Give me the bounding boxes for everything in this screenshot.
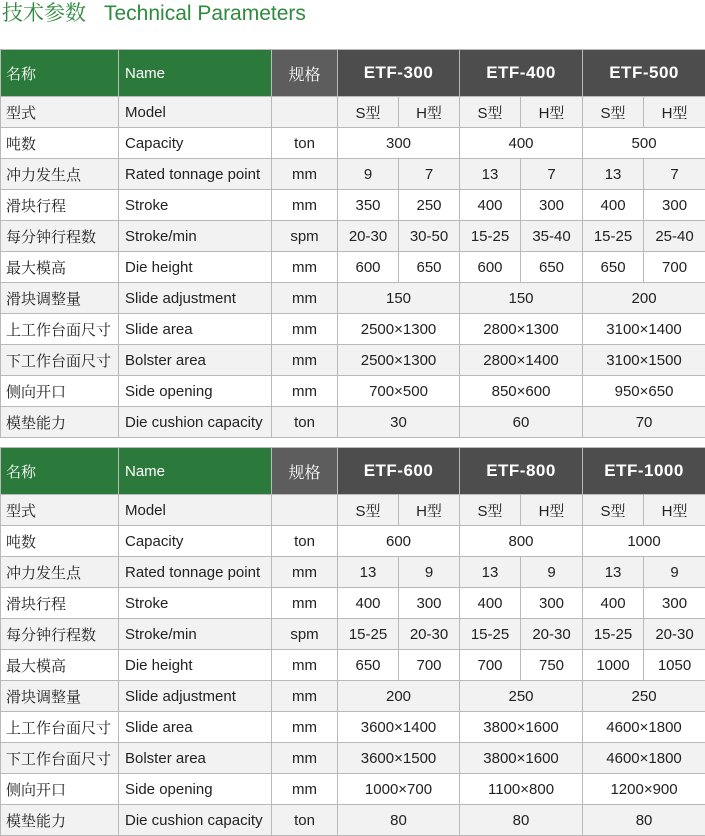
header-spec-label: 规格: [272, 448, 338, 495]
param-value: 20-30: [644, 619, 705, 650]
param-value: 300: [644, 190, 705, 221]
param-value: 25-40: [644, 221, 705, 252]
param-name-cn: 下工作台面尺寸: [1, 743, 119, 774]
param-value: 4600×1800: [583, 712, 705, 743]
param-name-en: Rated tonnage point: [119, 557, 272, 588]
param-value: S型: [460, 97, 521, 128]
table-row: [1, 650, 705, 681]
param-value: 650: [521, 252, 583, 283]
param-name-cn: 滑块调整量: [1, 283, 119, 314]
param-name-cn: 最大模高: [1, 650, 119, 681]
table-row: [1, 681, 705, 712]
param-value: H型: [399, 495, 460, 526]
param-unit: mm: [272, 283, 338, 314]
param-value: 700: [644, 252, 705, 283]
header-name-en: Name: [119, 448, 272, 495]
param-value: 1000: [583, 526, 705, 557]
param-name-en: Bolster area: [119, 345, 272, 376]
param-value: 15-25: [460, 221, 521, 252]
param-value: 3800×1600: [460, 743, 583, 774]
table-row: [1, 743, 705, 774]
model-header: ETF-500: [583, 50, 705, 97]
param-name-cn: 滑块调整量: [1, 681, 119, 712]
param-name-en: Stroke: [119, 190, 272, 221]
param-name-cn: 下工作台面尺寸: [1, 345, 119, 376]
param-unit: mm: [272, 712, 338, 743]
param-value: 300: [521, 190, 583, 221]
param-value: 2800×1400: [460, 345, 583, 376]
table-row: [1, 495, 705, 526]
param-value: 200: [338, 681, 460, 712]
param-value: 350: [338, 190, 399, 221]
table-row: [1, 774, 705, 805]
param-value: 15-25: [338, 619, 399, 650]
param-value: 400: [460, 190, 521, 221]
param-name-cn: 最大模高: [1, 252, 119, 283]
param-unit: mm: [272, 159, 338, 190]
param-name-cn: 侧向开口: [1, 376, 119, 407]
table-row: [1, 619, 705, 650]
param-name-cn: 型式: [1, 495, 119, 526]
table-row: [1, 376, 705, 407]
param-value: 650: [338, 650, 399, 681]
param-name-cn: 冲力发生点: [1, 557, 119, 588]
param-value: 2800×1300: [460, 314, 583, 345]
param-name-cn: 冲力发生点: [1, 159, 119, 190]
param-value: 650: [399, 252, 460, 283]
table-row: [1, 407, 705, 438]
header-name-cn: 名称: [1, 50, 119, 97]
param-unit: mm: [272, 681, 338, 712]
table-row: [1, 221, 705, 252]
param-value: 1000: [583, 650, 644, 681]
param-name-en: Capacity: [119, 526, 272, 557]
param-unit: ton: [272, 526, 338, 557]
param-value: 20-30: [399, 619, 460, 650]
param-value: 850×600: [460, 376, 583, 407]
param-value: H型: [521, 97, 583, 128]
param-value: 7: [644, 159, 705, 190]
param-name-en: Side opening: [119, 774, 272, 805]
param-value: 650: [583, 252, 644, 283]
param-unit: mm: [272, 376, 338, 407]
param-unit: mm: [272, 557, 338, 588]
param-value: 80: [583, 805, 705, 836]
param-unit: mm: [272, 650, 338, 681]
param-value: 13: [583, 557, 644, 588]
param-name-en: Stroke/min: [119, 619, 272, 650]
param-value: 250: [399, 190, 460, 221]
param-unit: mm: [272, 314, 338, 345]
param-value: 9: [338, 159, 399, 190]
param-value: 15-25: [583, 619, 644, 650]
param-name-cn: 每分钟行程数: [1, 619, 119, 650]
param-name-en: Model: [119, 495, 272, 526]
table-row: [1, 97, 705, 128]
param-unit: mm: [272, 190, 338, 221]
param-name-en: Stroke/min: [119, 221, 272, 252]
param-value: 600: [338, 252, 399, 283]
param-unit: mm: [272, 588, 338, 619]
table-row: [1, 526, 705, 557]
table-header-row: [1, 448, 705, 495]
page-title: [2, 0, 306, 28]
table-row: [1, 128, 705, 159]
param-value: 1200×900: [583, 774, 705, 805]
param-value: 150: [338, 283, 460, 314]
param-value: 400: [338, 588, 399, 619]
param-unit: mm: [272, 345, 338, 376]
param-value: 3100×1500: [583, 345, 705, 376]
param-unit: spm: [272, 221, 338, 252]
page-title-en: Technical Parameters: [104, 2, 306, 25]
param-unit: mm: [272, 252, 338, 283]
table-header-row: [1, 50, 705, 97]
param-unit: ton: [272, 805, 338, 836]
param-value: 400: [460, 588, 521, 619]
param-value: 2500×1300: [338, 345, 460, 376]
model-header: ETF-300: [338, 50, 460, 97]
param-value: H型: [399, 97, 460, 128]
param-value: 7: [521, 159, 583, 190]
param-value: 800: [460, 526, 583, 557]
param-unit: ton: [272, 407, 338, 438]
param-value: 9: [644, 557, 705, 588]
param-name-cn: 型式: [1, 97, 119, 128]
param-value: 250: [460, 681, 583, 712]
param-value: 300: [521, 588, 583, 619]
param-value: 250: [583, 681, 705, 712]
param-value: 2500×1300: [338, 314, 460, 345]
param-value: 70: [583, 407, 705, 438]
param-value: 4600×1800: [583, 743, 705, 774]
param-value: 9: [399, 557, 460, 588]
param-name-cn: 模垫能力: [1, 407, 119, 438]
param-unit: mm: [272, 774, 338, 805]
table-row: [1, 345, 705, 376]
param-value: 15-25: [460, 619, 521, 650]
param-value: 3100×1400: [583, 314, 705, 345]
param-value: 600: [338, 526, 460, 557]
param-value: 1050: [644, 650, 705, 681]
param-value: 15-25: [583, 221, 644, 252]
param-name-en: Slide adjustment: [119, 681, 272, 712]
param-value: S型: [583, 97, 644, 128]
param-value: 30: [338, 407, 460, 438]
table-row: [1, 588, 705, 619]
param-name-en: Die cushion capacity: [119, 407, 272, 438]
param-value: 13: [460, 159, 521, 190]
header-name-cn: 名称: [1, 448, 119, 495]
param-unit: ton: [272, 128, 338, 159]
param-value: 9: [521, 557, 583, 588]
param-unit: mm: [272, 743, 338, 774]
param-name-en: Bolster area: [119, 743, 272, 774]
param-value: 300: [338, 128, 460, 159]
param-value: S型: [583, 495, 644, 526]
param-name-en: Rated tonnage point: [119, 159, 272, 190]
param-name-cn: 滑块行程: [1, 588, 119, 619]
param-value: 500: [583, 128, 705, 159]
table-row: [1, 712, 705, 743]
param-name-cn: 每分钟行程数: [1, 221, 119, 252]
table-row: [1, 557, 705, 588]
param-unit: [272, 495, 338, 526]
table-row: [1, 283, 705, 314]
param-value: 300: [399, 588, 460, 619]
param-value: 13: [460, 557, 521, 588]
param-value: 80: [460, 805, 583, 836]
param-name-en: Die height: [119, 252, 272, 283]
param-value: 13: [583, 159, 644, 190]
param-name-en: Die height: [119, 650, 272, 681]
model-header: ETF-1000: [583, 448, 705, 495]
table-row: [1, 314, 705, 345]
model-header: ETF-400: [460, 50, 583, 97]
param-value: 1100×800: [460, 774, 583, 805]
param-name-cn: 滑块行程: [1, 190, 119, 221]
param-unit: [272, 97, 338, 128]
page-title-cn: 技术参数: [2, 1, 86, 25]
param-name-en: Slide adjustment: [119, 283, 272, 314]
param-value: H型: [644, 495, 705, 526]
header-spec-label: 规格: [272, 50, 338, 97]
param-name-en: Stroke: [119, 588, 272, 619]
model-header: ETF-800: [460, 448, 583, 495]
model-header: ETF-600: [338, 448, 460, 495]
param-value: 700×500: [338, 376, 460, 407]
param-value: 200: [583, 283, 705, 314]
param-name-en: Slide area: [119, 712, 272, 743]
param-value: H型: [521, 495, 583, 526]
param-name-cn: 上工作台面尺寸: [1, 314, 119, 345]
param-name-en: Side opening: [119, 376, 272, 407]
param-value: 750: [521, 650, 583, 681]
param-value: 60: [460, 407, 583, 438]
spec-table-1: [0, 49, 705, 438]
param-value: 700: [399, 650, 460, 681]
table-row: [1, 159, 705, 190]
table-row: [1, 805, 705, 836]
param-name-en: Capacity: [119, 128, 272, 159]
table-row: [1, 252, 705, 283]
param-name-en: Die cushion capacity: [119, 805, 272, 836]
param-name-cn: 模垫能力: [1, 805, 119, 836]
param-name-en: Model: [119, 97, 272, 128]
param-value: 700: [460, 650, 521, 681]
param-value: 3600×1500: [338, 743, 460, 774]
spec-table-2: [0, 447, 705, 836]
param-value: 13: [338, 557, 399, 588]
param-name-cn: 吨数: [1, 128, 119, 159]
param-value: 950×650: [583, 376, 705, 407]
param-name-cn: 吨数: [1, 526, 119, 557]
param-value: S型: [338, 97, 399, 128]
table-row: [1, 190, 705, 221]
param-name-cn: 侧向开口: [1, 774, 119, 805]
param-name-cn: 上工作台面尺寸: [1, 712, 119, 743]
param-value: 30-50: [399, 221, 460, 252]
param-value: 3600×1400: [338, 712, 460, 743]
param-value: 150: [460, 283, 583, 314]
param-value: 1000×700: [338, 774, 460, 805]
param-value: 300: [644, 588, 705, 619]
param-value: 35-40: [521, 221, 583, 252]
param-value: 20-30: [338, 221, 399, 252]
param-value: S型: [460, 495, 521, 526]
param-value: S型: [338, 495, 399, 526]
param-value: 80: [338, 805, 460, 836]
param-unit: spm: [272, 619, 338, 650]
param-value: 3800×1600: [460, 712, 583, 743]
param-value: 20-30: [521, 619, 583, 650]
param-value: 400: [460, 128, 583, 159]
param-name-en: Slide area: [119, 314, 272, 345]
header-name-en: Name: [119, 50, 272, 97]
param-value: 400: [583, 588, 644, 619]
param-value: H型: [644, 97, 705, 128]
param-value: 600: [460, 252, 521, 283]
param-value: 400: [583, 190, 644, 221]
param-value: 7: [399, 159, 460, 190]
